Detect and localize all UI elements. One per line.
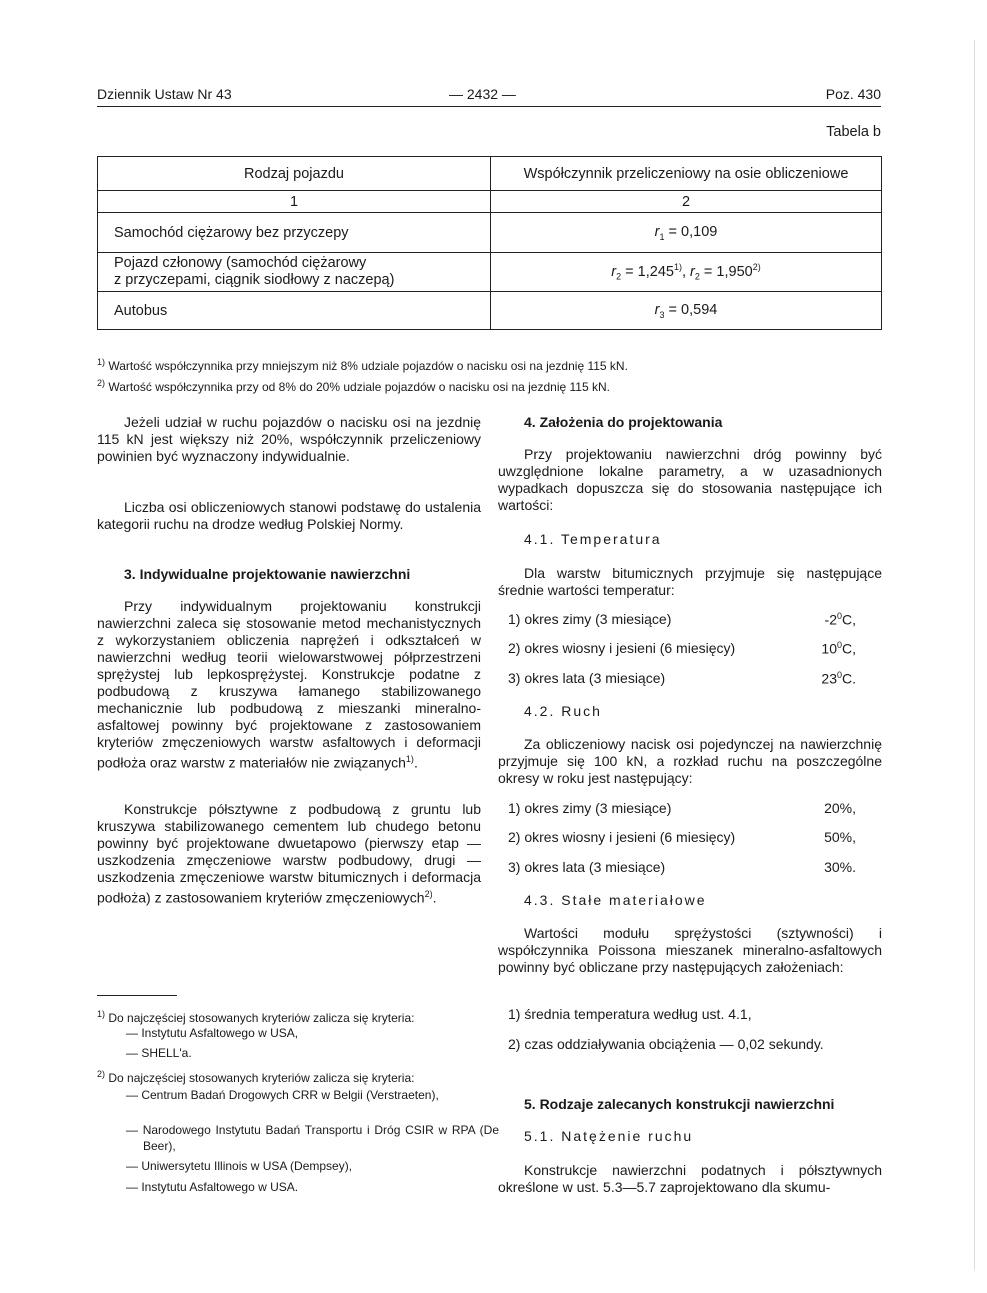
table-footnotes <box>97 354 887 396</box>
left-paragraph-4: Konstrukcje półsztywne z podbudową z gruntu lub kruszywa stabilizowanego cementem lub chudego betonu powinny być projektowane dwuetapowo (pierwszy etap — uszkodzenia zmęczeniowe warstw podbudowy, drugi — uszkodzenia zmęczeniowe warstw bitumicznych i deformacja podłoża) z zastosowaniem kryteriów zmęczeniowych$^{2)}$. <box>97 801 481 906</box>
footnote-2-item: — Instytutu Asfaltowego w USA. <box>126 1180 299 1194</box>
footnote-2-item: — Uniwersytetu Illinois w USA (Dempsey), <box>126 1159 353 1173</box>
assumption-item: 2) czas oddziaływania obciążenia — 0,02 sekundy. <box>508 1036 824 1052</box>
footnote-1-item: — SHELL'a. <box>126 1046 192 1060</box>
header-position: Poz. 430 <box>825 86 881 102</box>
temperature-item: 3) okres lata (3 miesiące) $23^0C$. <box>508 670 856 687</box>
coefficient-cell: $r_3 = 0,594$ <box>491 292 882 330</box>
table-row <box>98 253 882 292</box>
footnote-2-item: — Centrum Badań Drogowych CRR w Belgii (Verstraeten), <box>126 1088 439 1102</box>
table-colnum-1: 1 <box>98 191 491 213</box>
section-5-1-heading: 5.1. Natężenie ruchu <box>524 1128 694 1144</box>
coefficient-table <box>97 156 882 330</box>
temperature-item: 2) okres wiosny i jesieni (6 miesięcy) $10^0C$, <box>508 640 856 657</box>
right-paragraph-3: Za obliczeniowy nacisk osi pojedynczej na nawierzchnię przyjmuje się 100 kN, a rozkład ruchu na poszczególne okresy w roku jest następujący: <box>498 736 882 786</box>
right-paragraph-5: Konstrukcje nawierzchni podatnych i półsztywnych określone w ust. 5.3—5.7 zaprojektowano dla skumu- <box>498 1162 882 1195</box>
footnote-1-item: — Instytutu Asfaltowego w USA, <box>126 1026 299 1040</box>
header-journal: Dziennik Ustaw Nr 43 <box>97 86 232 102</box>
vehicle-cell: Pojazd członowy (samochód ciężarowy z przyczepami, ciągnik siodłowy z naczepą) <box>98 253 491 292</box>
coefficient-cell: $r_1 = 0,109$ <box>491 213 882 253</box>
header-rule <box>97 106 881 107</box>
table-header-vehicle: Rodzaj pojazdu <box>98 157 491 191</box>
table-row <box>98 292 882 330</box>
section-4-3-heading: 4.3. Stałe materiałowe <box>524 892 707 908</box>
footnote-2-item: — Narodowego Instytutu Badań Transportu i Dróg CSIR w RPA (De Beer), <box>126 1123 499 1153</box>
section-4-heading: 4. Założenia do projektowania <box>524 414 723 430</box>
temperature-item: 1) okres zimy (3 miesiące) $-2^0C$, <box>508 611 856 628</box>
table-label: Tabela b <box>826 124 881 140</box>
table-footnote-1: $^{1)}$ Wartość współczynnika przy mniejszym niż 8% udziale pojazdów o nacisku osi na jezdnię 115 kN. <box>97 357 628 373</box>
header-page-number: — 2432 — <box>449 86 516 102</box>
footnote-rule <box>97 995 177 996</box>
table-colnum-2: 2 <box>491 191 882 213</box>
left-paragraph-1: Jeżeli udział w ruchu pojazdów o nacisku osi na jezdnię 115 kN jest większy niż 20%, współczynnik przeliczeniowy powinien być wyznaczony indywidualnie. <box>97 414 481 464</box>
traffic-item: 1) okres zimy (3 miesiące) 20%, <box>508 800 856 816</box>
vehicle-cell: Samochód ciężarowy bez przyczepy <box>98 213 491 253</box>
table-row <box>98 213 882 253</box>
section-4-2-heading: 4.2. Ruch <box>524 703 602 719</box>
left-paragraph-3: Przy indywidualnym projektowaniu konstrukcji nawierzchni zaleca się stosowanie metod mechanistycznych z wykorzystaniem obliczenia naprężeń i odkształceń w nawierzchni według teorii wielowarstwowej półprzestrzeni sprężystej lub lepkosprężystej. Konstrukcje podatne z podbudową z kruszywa łamanego stabilizowanego mechanicznie lub podbudową z mieszanki mineralno-asfaltowej powinny być projektowane z zastosowaniem kryteriów zmęczeniowych warstw asfaltowych i deformacji podłoża oraz warstw z materiałów nie związanych$^{1)}$. <box>97 598 481 771</box>
right-paragraph-1: Przy projektowaniu nawierzchni dróg powinny być uwzględnione lokalne parametry, a w uzasadnionych wypadkach dopuszcza się do stosowania następujące ich wartości: <box>498 446 882 513</box>
footnote-2: $^{2)}$ Do najczęściej stosowanych kryteriów zalicza się kryteria: <box>97 1069 415 1085</box>
traffic-item: 2) okres wiosny i jesieni (6 miesięcy) 50%, <box>508 829 856 845</box>
assumption-item: 1) średnia temperatura według ust. 4.1, <box>508 1006 752 1022</box>
section-4-1-heading: 4.1. Temperatura <box>524 531 662 547</box>
coefficient-cell: $r_2 = 1,245^{1)}$, $r_2 = 1,950^{2)}$ <box>491 253 882 292</box>
footnote-1: $^{1)}$ Do najczęściej stosowanych kryteriów zalicza się kryteria: <box>97 1009 415 1025</box>
right-paragraph-4: Wartości modułu sprężystości (sztywności) i współczynnika Poissona mieszanek mineralno-asfaltowych powinny być obliczane przy następujących założeniach: <box>498 925 882 975</box>
section-5-heading: 5. Rodzaje zalecanych konstrukcji nawierzchni <box>524 1096 835 1112</box>
page-edge-line <box>974 40 975 1270</box>
table-header-coefficient: Współczynnik przeliczeniowy na osie obliczeniowe <box>491 157 882 191</box>
table-footnote-2: $^{2)}$ Wartość współczynnika przy od 8% do 20% udziale pojazdów o nacisku osi na jezdnię 115 kN. <box>97 378 610 394</box>
right-paragraph-2: Dla warstw bitumicznych przyjmuje się następujące średnie wartości temperatur: <box>498 565 882 598</box>
left-paragraph-2: Liczba osi obliczeniowych stanowi podstawę do ustalenia kategorii ruchu na drodze według Polskiej Normy. <box>97 499 481 532</box>
traffic-item: 3) okres lata (3 miesiące) 30%. <box>508 859 856 875</box>
section-3-heading: 3. Indywidualne projektowanie nawierzchni <box>124 566 411 582</box>
vehicle-cell: Autobus <box>98 292 491 330</box>
